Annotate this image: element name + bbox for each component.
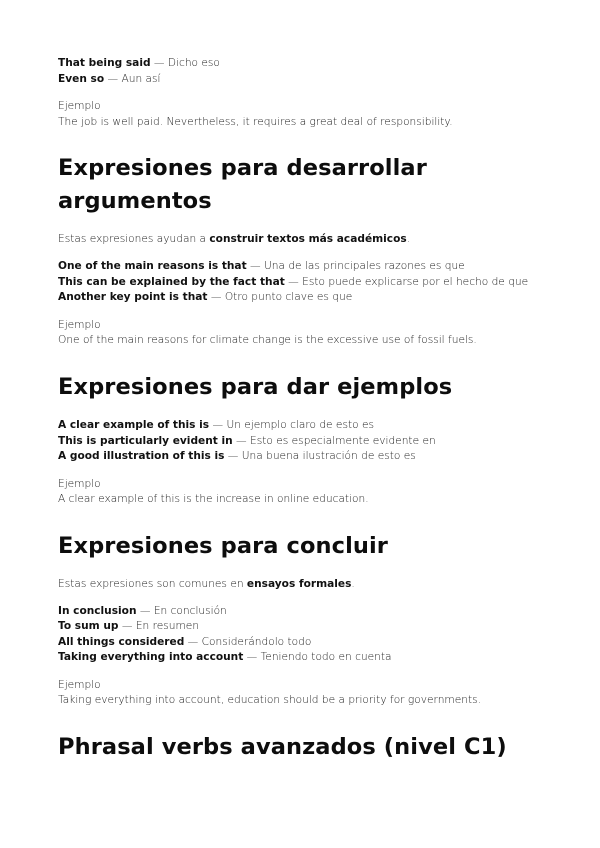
dash: — bbox=[150, 57, 168, 69]
phrase-pair: All things considered — Considerándolo todo bbox=[58, 635, 312, 648]
example-text: The job is well paid. Nevertheless, it requires a great deal of responsibility. bbox=[58, 115, 453, 128]
example-label: Ejemplo bbox=[58, 100, 101, 113]
phrase-en: Even so bbox=[58, 72, 105, 85]
section-intro: Estas expresiones son comunes en ensayos formales. bbox=[58, 577, 355, 590]
phrase-pair: To sum up — En resumen bbox=[58, 620, 200, 633]
phrase-pair bbox=[58, 72, 558, 88]
phrase-pair: This is particularly evident in — Esto es especialmente evidente en bbox=[58, 434, 436, 447]
phrase-pair: A clear example of this is — Un ejemplo claro de esto es bbox=[58, 418, 375, 431]
dash: — bbox=[104, 72, 122, 85]
section-heading: Expresiones para dar ejemplos bbox=[58, 373, 453, 400]
section-intro: Estas expresiones ayudan a construir textos más académicos. bbox=[58, 233, 411, 246]
example-block bbox=[58, 318, 558, 349]
example-block bbox=[58, 99, 558, 130]
section-heading-phrasal-verbs: Phrasal verbs avanzados (nivel C1) bbox=[58, 734, 507, 761]
phrase-list bbox=[58, 604, 558, 666]
phrase-pair: In conclusion — En conclusión bbox=[58, 604, 227, 617]
example-label: Ejemplo bbox=[58, 318, 101, 331]
example-text: Taking everything into account, education should be a priority for governments. bbox=[58, 694, 481, 707]
phrase-pair: This can be explained by the fact that — Esto puede explicarse por el hecho de que bbox=[58, 275, 529, 288]
section-heading: Expresiones para concluir bbox=[58, 532, 389, 559]
phrase-es: Dicho eso bbox=[167, 57, 220, 69]
phrase-pair: Taking everything into account — Teniendo todo en cuenta bbox=[58, 651, 392, 664]
phrase-es: Aun así bbox=[121, 72, 161, 85]
example-text: A clear example of this is the increase in online education. bbox=[58, 493, 369, 506]
phrase-pair: A good illustration of this is — Una buena ilustración de esto es bbox=[58, 450, 416, 463]
phrase-list bbox=[58, 259, 558, 306]
phrase-pair: One of the main reasons is that — Una de las principales razones es que bbox=[58, 259, 465, 272]
document-page bbox=[58, 56, 558, 778]
phrase-en: That being said bbox=[58, 57, 151, 69]
section-top bbox=[58, 56, 558, 87]
example-label: Ejemplo bbox=[58, 477, 101, 490]
phrase-pair bbox=[58, 56, 558, 72]
example-label: Ejemplo bbox=[58, 678, 101, 691]
phrase-pair: Another key point is that — Otro punto clave es que bbox=[58, 291, 353, 304]
section-heading: Expresiones para desarrollar argumentos bbox=[58, 155, 427, 215]
example-block bbox=[58, 678, 558, 709]
example-text: One of the main reasons for climate change is the excessive use of fossil fuels. bbox=[58, 334, 477, 347]
phrase-list bbox=[58, 418, 558, 465]
example-block bbox=[58, 477, 558, 508]
